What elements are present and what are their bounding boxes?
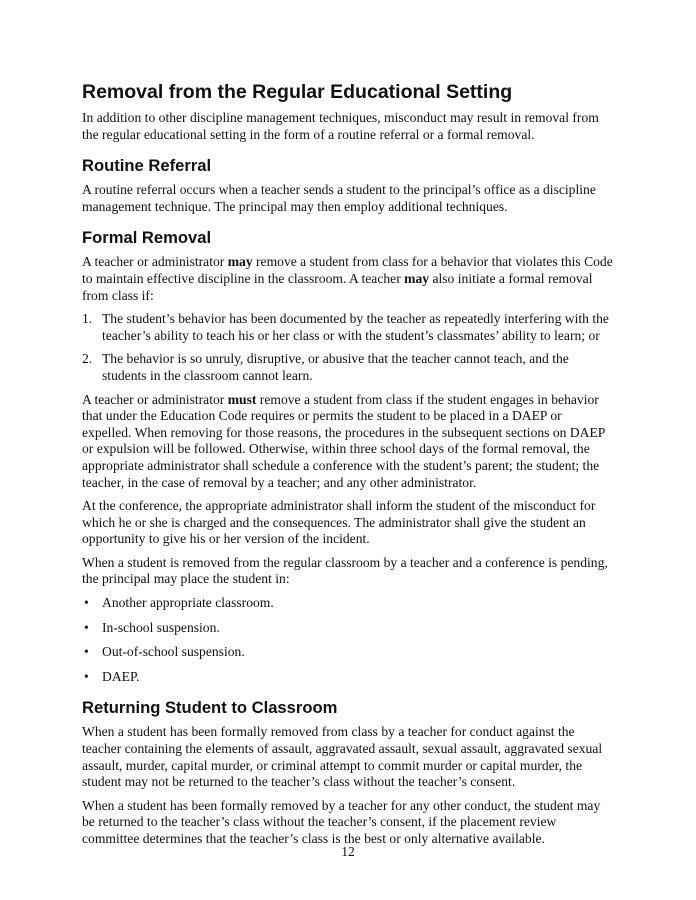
returning-student-heading: Returning Student to Classroom <box>82 698 338 718</box>
list-item-text: The behavior is so unruly, disruptive, or abusive that the teacher cannot teach, and the students in the classroom cannot learn. <box>102 351 569 383</box>
bullet-icon: • <box>84 668 89 684</box>
formal-removal-paragraph-3: At the conference, the appropriate administrator shall inform the student of the misconduct for which he or she is charged and the consequences. The administrator shall give the student an opportunity to give his or her version of the incident. <box>82 498 596 547</box>
list-item <box>82 669 614 686</box>
emphasis-may: may <box>227 254 253 270</box>
list-number: 1. <box>82 311 93 327</box>
routine-referral-heading: Routine Referral <box>82 156 212 176</box>
list-item <box>82 620 614 637</box>
list-item-text: Another appropriate classroom. <box>102 595 274 611</box>
page-number: 12 <box>341 844 355 859</box>
list-item <box>82 311 614 344</box>
intro-paragraph: In addition to other discipline management techniques, misconduct may result in removal from the regular educational setting in the form of a routine referral or a formal removal. <box>82 110 599 142</box>
text-run: A teacher or administrator <box>82 254 228 270</box>
list-number: 2. <box>82 351 93 367</box>
list-item-text: In-school suspension. <box>102 619 220 635</box>
emphasis-must: must <box>227 391 257 407</box>
bullet-icon: • <box>84 644 89 660</box>
formal-removal-paragraph-2 <box>82 392 614 492</box>
document-page <box>82 80 614 855</box>
formal-removal-heading: Formal Removal <box>82 228 212 248</box>
formal-removal-paragraph-1 <box>82 254 614 304</box>
returning-paragraph-2: When a student has been formally removed by a teacher for any other conduct, the student may be returned to the teacher’s class without the teacher’s consent, if the placement review committee determines that the teacher’s class is the best or only alternative available. <box>82 797 601 846</box>
text-run: remove a student from class for a behavior that violates this Code to maintain effective discipline in the classroom. A teacher <box>82 254 613 286</box>
list-item <box>82 595 614 612</box>
page-title: Removal from the Regular Educational Setting <box>82 81 513 103</box>
text-run: also initiate a formal removal from class if: <box>82 270 593 303</box>
numbered-list <box>82 311 614 384</box>
bullet-icon: • <box>84 619 89 635</box>
formal-removal-paragraph-4: When a student is removed from the regular classroom by a teacher and a conference is pending, the principal may place the student in: <box>82 554 608 587</box>
text-run: remove a student from class if the student engages in behavior that under the Education Code requires or permits the student to be placed in a DAEP or expelled. When removing for those reasons, the procedures in the subsequent sections on DAEP or expulsion will be followed. Otherwise, within three school days of the formal removal, the appropriate administrator shall schedule a conference with the student’s parent; the student; the teacher, in the case of removal by a teacher; and any other administrator. <box>82 391 605 490</box>
routine-referral-paragraph: A routine referral occurs when a teacher sends a student to the principal’s office as a discipline management technique. The principal may then employ additional techniques. <box>82 182 596 214</box>
emphasis-may: may <box>404 270 430 286</box>
text-run: A teacher or administrator <box>82 391 228 407</box>
list-item <box>82 351 614 384</box>
list-item <box>82 644 614 661</box>
list-item-text: Out-of-school suspension. <box>102 644 245 660</box>
returning-paragraph-1: When a student has been formally removed from class by a teacher for conduct against the teacher containing the elements of assault, aggravated assault, sexual assault, aggravated sexual assault, murder, capital murder, or criminal attempt to commit murder or capital murder, the student may not be returned to the teacher’s class without the teacher’s consent. <box>82 724 603 790</box>
list-item-text: The student’s behavior has been documented by the teacher as repeatedly interfering with the teacher’s ability to teach his or her class or with the student’s classmates’ ability to learn; or <box>102 311 609 343</box>
list-item-text: DAEP. <box>102 668 140 684</box>
placement-bullet-list <box>82 595 614 685</box>
bullet-icon: • <box>84 595 89 611</box>
